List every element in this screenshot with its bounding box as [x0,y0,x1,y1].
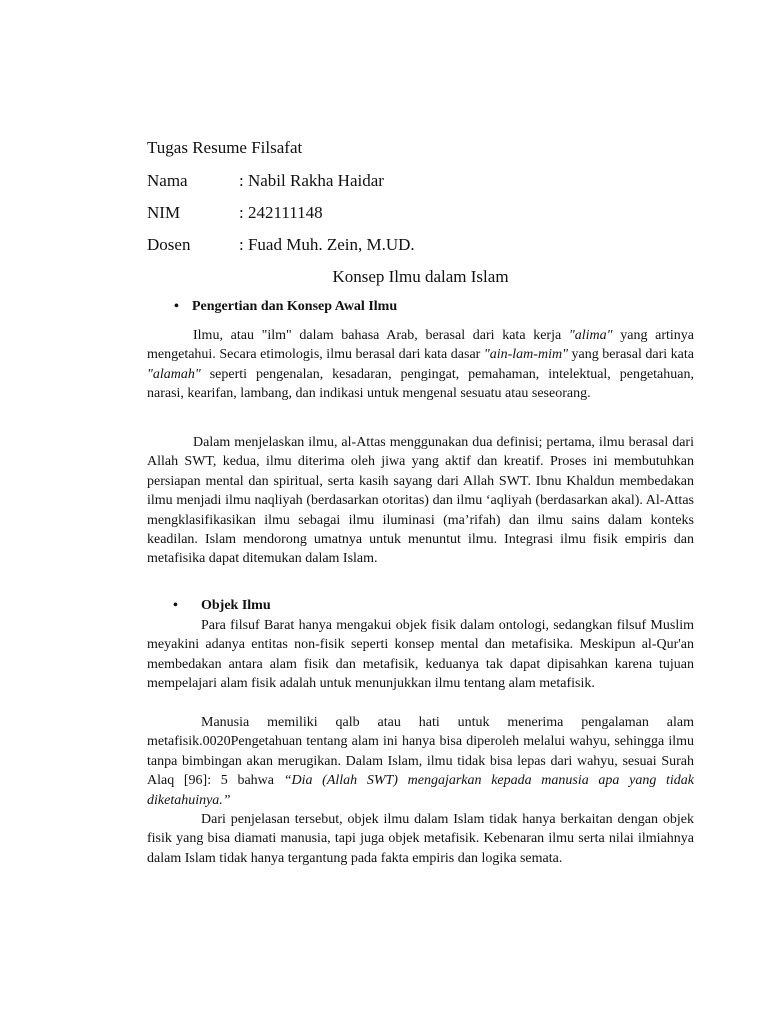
italic-term: "alamah" [147,366,201,382]
meta-label-dosen: Dosen [147,235,191,254]
main-title-text: Konsep Ilmu dalam Islam [332,267,509,286]
main-title [147,266,694,288]
paragraph-text: yang artinya mengetahui. Secara etimologis, ilmu berasal dari kata dasar [147,328,694,363]
meta-row-dosen [147,234,415,256]
paragraph-text: Manusia memiliki qalb atau hati untuk menerima pengalaman alam metafisik.0020Pengetahuan tentang alam ini hanya bisa diperoleh melalui wahyu, sehingga ilmu tanpa bimbingan akan merugikan. Dalam Islam, ilmu tidak bisa lepas dari wahyu, sesuai Surah Alaq [96]: 5 bahwa [147,715,694,789]
paragraph-etimologi [147,326,694,404]
paragraph-text: seperti pengenalan, kesadaran, pengingat, pemahaman, intelektual, pengetahuan, narasi, kearifan, lambang, dan indikasi untuk mengenal sesuatu atau seseorang. [147,366,694,402]
bullet-icon: • [173,598,178,613]
section-heading-text: Pengertian dan Konsep Awal Ilmu [192,299,398,314]
quran-quote: “Dia (Allah SWT) mengajarkan kepada manusia apa yang tidak diketahuinya.” [147,773,694,808]
bullet-icon: • [174,299,179,314]
paragraph-text: Para filsuf Barat hanya mengakui objek fisik dalam ontologi, sedangkan filsuf Muslim meyakini adanya entitas non-fisik seperti konsep mental dan metafisika. Meskipun al-Qur'an membedakan antara alam fisik dan metafisik, keduanya tak dapat dipisahkan karena tujuan mempelajari alam fisik adalah untuk menunjukkan ilmu tentang alam metafisik. [147,618,694,692]
meta-value-dosen: : Fuad Muh. Zein, M.UD. [239,235,415,254]
assignment-title: Tugas Resume Filsafat [147,138,303,157]
meta-row-nim [147,202,323,224]
paragraph-text: Ilmu, atau "ilm" dalam bahasa Arab, berasal dari kata kerja [193,328,569,343]
italic-term: "ain-lam-mim" [483,347,568,363]
italic-term: "alima" [568,328,613,343]
paragraph-text: Dari penjelasan tersebut, objek ilmu dalam Islam tidak hanya berkaitan dengan objek fisik yang bisa diamati manusia, tapi juga objek metafisik. Kebenaran ilmu serta nilai ilmiahnya dalam Islam tidak hanya tergantung pada fakta empiris dan logika semata. [147,812,694,866]
meta-value-nama: : Nabil Rakha Haidar [239,171,384,190]
paragraph-kesimpulan [147,810,694,868]
meta-label-nim: NIM [147,203,181,222]
paragraph-qalb [147,713,694,810]
paragraph-al-attas [147,433,694,569]
paragraph-filsuf [147,616,694,694]
section-heading-objek-ilmu [173,597,271,615]
meta-value-nim: : 242111148 [239,203,323,222]
section-heading-pengertian [174,298,398,316]
paragraph-text: Dalam menjelaskan ilmu, al-Attas menggunakan dua definisi; pertama, ilmu berasal dari Allah SWT, kedua, ilmu diterima oleh jiwa yang aktif dan kreatif. Proses ini membutuhkan persiapan mental dan spiritual, serta kasih sayang dari Allah SWT. Ibnu Khaldun membedakan ilmu menjadi ilmu naqliyah (berdasarkan otoritas) dan ilmu ‘aqliyah (berdasarkan akal). Al-Attas mengklasifikasikan ilmu sebagai ilmu iluminasi (ma’rifah) dan ilmu sains dalam konteks keadilan. Islam mendorong umatnya untuk menuntut ilmu. Integrasi ilmu fisik empiris dan metafisika dapat ditemukan dalam Islam. [147,435,694,567]
meta-label-nama: Nama [147,171,188,190]
section-heading-text: Objek Ilmu [201,598,271,613]
paragraph-text: yang berasal dari kata [567,347,694,363]
meta-row-nama [147,170,384,192]
